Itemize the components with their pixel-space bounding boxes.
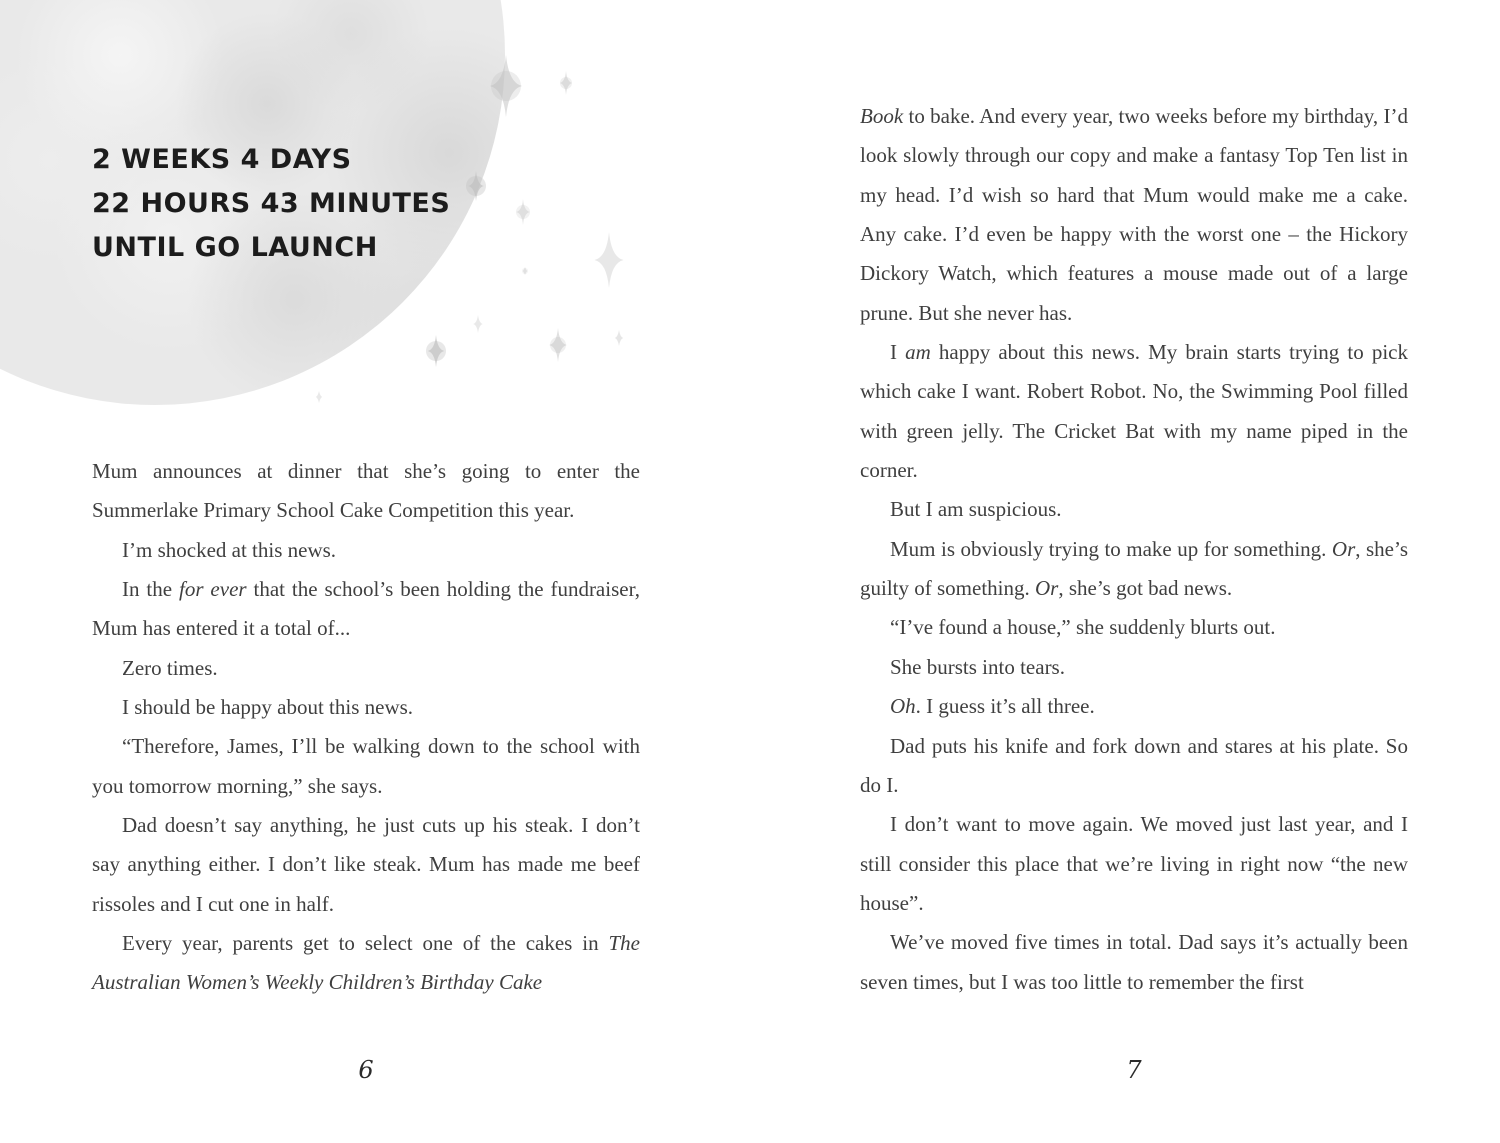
paragraph: [860, 727, 1408, 806]
paragraph: [92, 452, 640, 531]
sparkle-star-icon: [522, 267, 528, 275]
paragraph: [860, 687, 1408, 726]
left-page-text: [92, 452, 640, 1003]
text-segment: Every year, parents get to select one of the cakes in: [122, 931, 609, 956]
page-number-left: 6: [358, 1056, 374, 1084]
text-segment: But I am suspicious.: [890, 497, 1062, 522]
text-segment: We’ve moved five times in total. Dad says it’s actually been seven times, but I was too little to remember the first: [860, 930, 1408, 994]
text-segment: I should be happy about this news.: [122, 695, 414, 720]
sparkle-star-icon: [594, 232, 623, 288]
italic-text-segment: The Australian Women’s Weekly Children’s Birthday Cake: [92, 931, 640, 995]
paragraph: [92, 924, 640, 1003]
text-segment: I: [890, 340, 906, 365]
text-segment: happy about this news. My brain starts trying to pick which cake I want. Robert Robot. No, the Swimming Pool filled with green jelly. The Cricket Bat with my name piped in the corner.: [860, 340, 1409, 483]
text-segment: In the: [122, 577, 179, 602]
paragraph: [860, 923, 1408, 1002]
sparkle-star-icon: [560, 71, 572, 95]
countdown-line-2: 22 HOURS 43 MINUTES: [92, 188, 451, 219]
sparkle-star-icon: [549, 328, 567, 362]
text-segment: She bursts into tears.: [890, 654, 1065, 679]
paragraph: [860, 608, 1408, 647]
sparkle-star-icon: [466, 171, 486, 201]
text-segment: Dad doesn’t say anything, he just cuts up his steak. I don’t say anything either. I don’t like steak. Mum has made me beef rissoles and I cut one in half.: [92, 813, 640, 916]
paragraph: [860, 490, 1408, 529]
right-page-text: [860, 97, 1408, 1002]
sparkle-star-icon: [516, 199, 530, 225]
paragraph: [860, 97, 1408, 333]
text-segment: , she’s got bad news.: [1058, 576, 1233, 601]
sparkle-star-icon: [615, 330, 623, 346]
sparkle-star-icon: [473, 315, 482, 333]
text-segment: to bake. And every year, two weeks before my birthday, I’d look slowly through our copy and make a fantasy Top Ten list in my head. I’d wish so hard that Mum would make me a cake. Any cake. I’d even be happy with the worst one – the Hickory Dickory Watch, which features a mouse made out of a large prune. But she never has.: [860, 104, 1408, 325]
paragraph: [92, 570, 640, 649]
italic-text-segment: Book: [860, 104, 904, 128]
paragraph: [92, 806, 640, 924]
text-segment: “I’ve found a house,” she suddenly blurts out.: [890, 615, 1276, 640]
paragraph: [92, 688, 640, 727]
sparkle-star-icon: [316, 391, 322, 403]
text-segment: I don’t want to move again. We moved just last year, and I still consider this place that we’re living in right now “the new house”.: [860, 812, 1408, 915]
italic-text-segment: Or: [1035, 576, 1059, 601]
paragraph: [92, 531, 640, 570]
paragraph: [860, 648, 1408, 687]
countdown-line-1: 2 WEEKS 4 DAYS: [92, 144, 352, 175]
italic-text-segment: am: [905, 340, 931, 365]
text-segment: Dad puts his knife and fork down and stares at his plate. So do I.: [860, 733, 1408, 797]
italic-text-segment: Oh: [890, 694, 916, 719]
text-segment: that the school’s been holding the fundraiser, Mum has entered it a total of...: [92, 577, 640, 641]
paragraph: [860, 333, 1408, 490]
text-segment: Zero times.: [122, 655, 218, 680]
text-segment: I’m shocked at this news.: [122, 537, 337, 562]
paragraph: [92, 649, 640, 688]
paragraph: [860, 530, 1408, 609]
sparkle-star-icon: [490, 55, 522, 117]
sparkle-star-icon: [426, 335, 446, 367]
countdown-line-3: UNTIL GO LAUNCH: [92, 232, 378, 263]
countdown-heading: [92, 138, 450, 270]
text-segment: . I guess it’s all three.: [915, 694, 1095, 719]
italic-text-segment: Or: [1331, 536, 1356, 561]
text-segment: “Therefore, James, I’ll be walking down to the school with you tomorrow morning,” she says.: [92, 734, 640, 798]
text-segment: , she’s guilty of something.: [860, 536, 1408, 601]
paragraph: [860, 805, 1408, 923]
page-number-right: 7: [1126, 1056, 1142, 1084]
text-segment: Mum is obviously trying to make up for something.: [890, 536, 1332, 561]
paragraph: [92, 727, 640, 806]
text-segment: Mum announces at dinner that she’s going to enter the Summerlake Primary School Cake Competition this year.: [92, 459, 640, 523]
italic-text-segment: for ever: [179, 577, 247, 602]
